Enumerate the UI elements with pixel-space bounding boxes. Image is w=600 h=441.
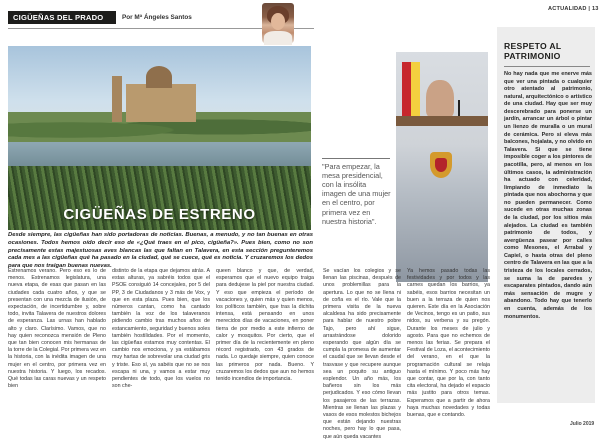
quote-divider [322, 158, 390, 159]
lead-paragraph: Desde siempre, las cigüeñas han sido portadoras de noticias. Buenas, a menudo, y no tan buenas en otras ocasiones. Todos hemos oído decir eso de «¿Qué traes en el pico, cigüeña?». Pues bien, como no son precisamente estas majestuosas aves blancas las que faltan en Talavera, en esta sección pregunteremos cada mes a las cigüeñas qué ha pasado en la ciudad, qué se cuece, qué es noticia. Y cruzaremos los dedos para que nos traigan buenas nuevas. [8, 232, 313, 270]
photo-tower [112, 76, 122, 122]
body-column-1: Estrenamos verano. Pero eso es lo de menos. Estrenamos legislatura, una nueva etapa, de esas que pasan en las ciudades cada cuatro años, y que se presentan con una mezcla de ilusión, de expectación, de incertidumbre y, sobre todo, invita Talavera de nuestros dolores de esperanza. Las urnas han hablado alto y claro. Clarísimo. Vamos, que no hay quien reconozca mensión de Pleno que tan bien conocen mis hermanas de la torre de la Colegial. Por primera vez en la historia, con la inédita imagen de una mujer en el centro, por primera vez en nuestra historia. Y luego, los recados. Qué todas las caras nuevas y un respeto bien [8, 268, 106, 390]
sidebar-body: No hay nada que me enerve más que ver una pintada o cualquier otro atentado al patrimonio, natural, arquitectónico o artístico de una ciudad. Hay que ser muy descerebrado para ponerse un jardín, arrancar un árbol o pintar un lienzo de muralla o un mural de cerámica. Pero si eleva más balcones, hojalata, y no olvido en Talavera. Si que se tiene imposible coger a los pintores de pacotilla, pero, al menos en los últimos casos, la administración ha actuado con celeridad, limpiando de inmediato la pintada que nos abochorna y que no pueden permanecer. Como sucede en otras muchas zonas de la ciudad, por los sitios más alejados. La ciudad es también patrimonio de todos, y avergüenza pasear por calles como Mesones, el Arrabal y Capiel, o hasta otras del pleno centro de Talavera en las que a la tristeza de los locales cerrados, se suma la de paredes y escaparates pintados, dando aún más sensación de mugre y abandono. Todo hay que tenerlo en cuenta, además de los monumentos. [504, 71, 592, 320]
main-photo [8, 46, 311, 230]
author-byline: Por Mª Ángeles Santos [122, 14, 192, 21]
body-column-2: distinto de la etapa que dejamos atrás. A estas alturas, ya sabréis todos que el PSOE consiguió 14 concejales, por 5 del PP, 3 de Ciudadanos y 3 más de Vox, y que en esta plaza. Pues bien, que los números cantan, como ha cantado también la voz de los talaveranos pidiendo cambio tras muchos años de estancamiento, seguridad y buenos soles también hostilidades. Por el momento, las cigüeñas estamos muy contentas. El cambio nos emociona, y ya estábamos muy hartas de sobrevolar una ciudad gris y triste. Eso sí, ya sabéis que no se nos escapa ni una, y vamos a estar muy pendientes de todo, que los vuelos no son che- [112, 268, 210, 390]
body-column-4: Se vacían los colegios y se llenan las piscinas, después de unos problemillas para la apertura. Lo que no se llena ni de coña es el río. Vale que la primera visita de la nueva alcaldesa ha sido precisamente para hablar de nuestro pobre Tajo, pero ahí sigue, arrastrándose dolorido esperando que algún día se cumpla la promesa de aumentar el caudal que se llevan desde el trasvase y que recupere aunque sea un poquito su antiguo esplendor. Un año más, los bañeros sin los más perjudicados. Y eso cómo llevan los pasajeros de las terrazas. Mientras se llenan las plazas y vasos de esos molestos bichejos que están dejando nuestras noches, pero hay lo que pasa, que aún queda vacantes [323, 268, 401, 440]
issue-date: Julio 2019 [570, 421, 595, 427]
pull-quote: "Para empezar, la mesa presidencial, con la insólita imagen de una mujer en el centro, por primera vez en nuestra historia". [322, 162, 391, 226]
photo-dome [146, 66, 172, 88]
body-column-3: queen blanco y que, de verdad, esperamos que el nuevo equipo traiga para dedujese la piel por nuestra ciudad. Y eso que empieza el período de vacaciones y, quien más y quien menos, los políticos también, que tras la dichita intensa, está pensando en unos merecidos días de vacaciones, en poner tierra de por medio a este infierno de calor y mosquitos. Por cierto, que el primer día de la recientemente en pleno récord registrado, con 43 grados de nada. Lo quedaje siempre, quien conoce las primeros por nada. Bueno. Y cruzaremos los dedos que aun no hemos tenido incendios de importancia. [216, 268, 314, 383]
photo-headline: CIGÜEÑAS DE ESTRENO [63, 206, 256, 223]
sidebar-title [504, 42, 592, 62]
photo-building [126, 84, 196, 122]
photo-crest-inner [435, 158, 447, 172]
photo-flag [402, 62, 420, 122]
page-section-number: ACTUALIDAD | 13 [548, 6, 599, 12]
body-column-5: Ya hemos pasado todas las festividades y por todos y las carnes quedan los barrios, ya sabéis, esos barrios necesitan un buen a la terraza de quien nos quieren. Este día en la Asociación de Vecinos, tengo es un patio, sus nidos, su verbena y su pregón. Durante los meses de julio y agosto. Para que no echemos de menos las ferias. Se prepara el Festival de Loza, el acontecimiento del verano, en el que la programación cultural se relaja hasta el mínimo. Y poco más hay que contar, que por la, con tanto cita electoral, ha dejado el espacio más justito para otros temas. Esperamos que a partir de ahora haya muchas novedades y todas buenas, que e contando. [407, 268, 490, 419]
author-avatar [262, 3, 294, 43]
photo-mayor [426, 80, 454, 118]
council-photo [396, 52, 488, 282]
sidebar-title-line2: PATRIMONIO [504, 50, 561, 61]
avatar-shirt [264, 31, 292, 45]
section-title: CIGÜEÑAS DEL PRADO [8, 11, 116, 24]
avatar-face [271, 13, 285, 30]
sidebar-title-line1: RESPETO AL [504, 41, 562, 51]
sidebar-divider [504, 66, 590, 67]
photo-table [396, 116, 488, 126]
